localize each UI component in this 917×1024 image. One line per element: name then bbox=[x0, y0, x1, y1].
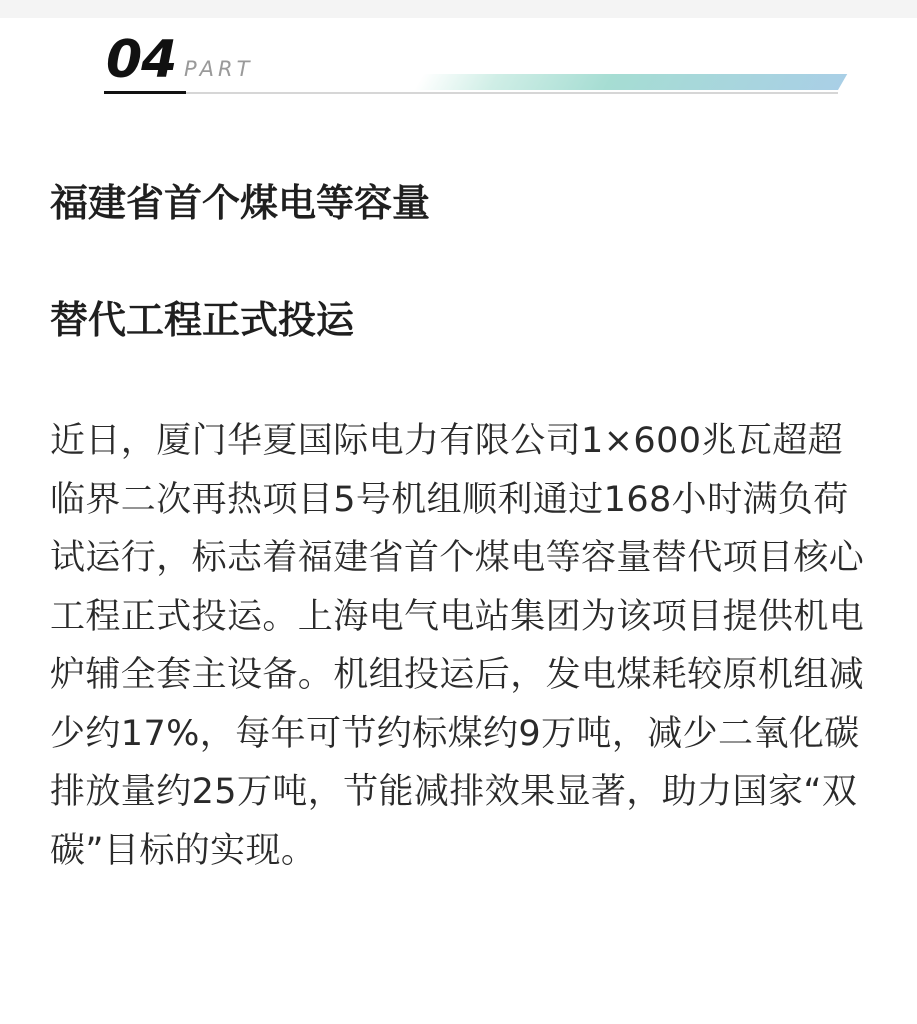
section-title-line-2: 替代工程正式投运 bbox=[50, 298, 355, 342]
header-divider-accent bbox=[104, 91, 186, 94]
header-divider bbox=[104, 92, 838, 94]
part-header bbox=[104, 28, 840, 98]
header-gradient-bar bbox=[414, 74, 847, 90]
body-paragraph: 近日，厦门华夏国际电力有限公司1×600兆瓦超超临界二次再热项目5号机组顺利通过168小时满负荷试运行，标志着福建省首个煤电等容量替代项目核心工程正式投运。上海电气电站集团为该项目提供机电炉辅全套主设备。机组投运后，发电煤耗较原机组减少约17%，每年可节约标煤约9万吨，减少二氧化碳排放量约25万吨，节能减排效果显著，助力国家“双碳”目标的实现。 bbox=[50, 421, 865, 871]
part-number: 04 bbox=[106, 30, 177, 90]
part-label: PART bbox=[184, 57, 254, 81]
section-title-line-1: 福建省首个煤电等容量 bbox=[50, 181, 431, 225]
top-strip bbox=[0, 0, 917, 18]
